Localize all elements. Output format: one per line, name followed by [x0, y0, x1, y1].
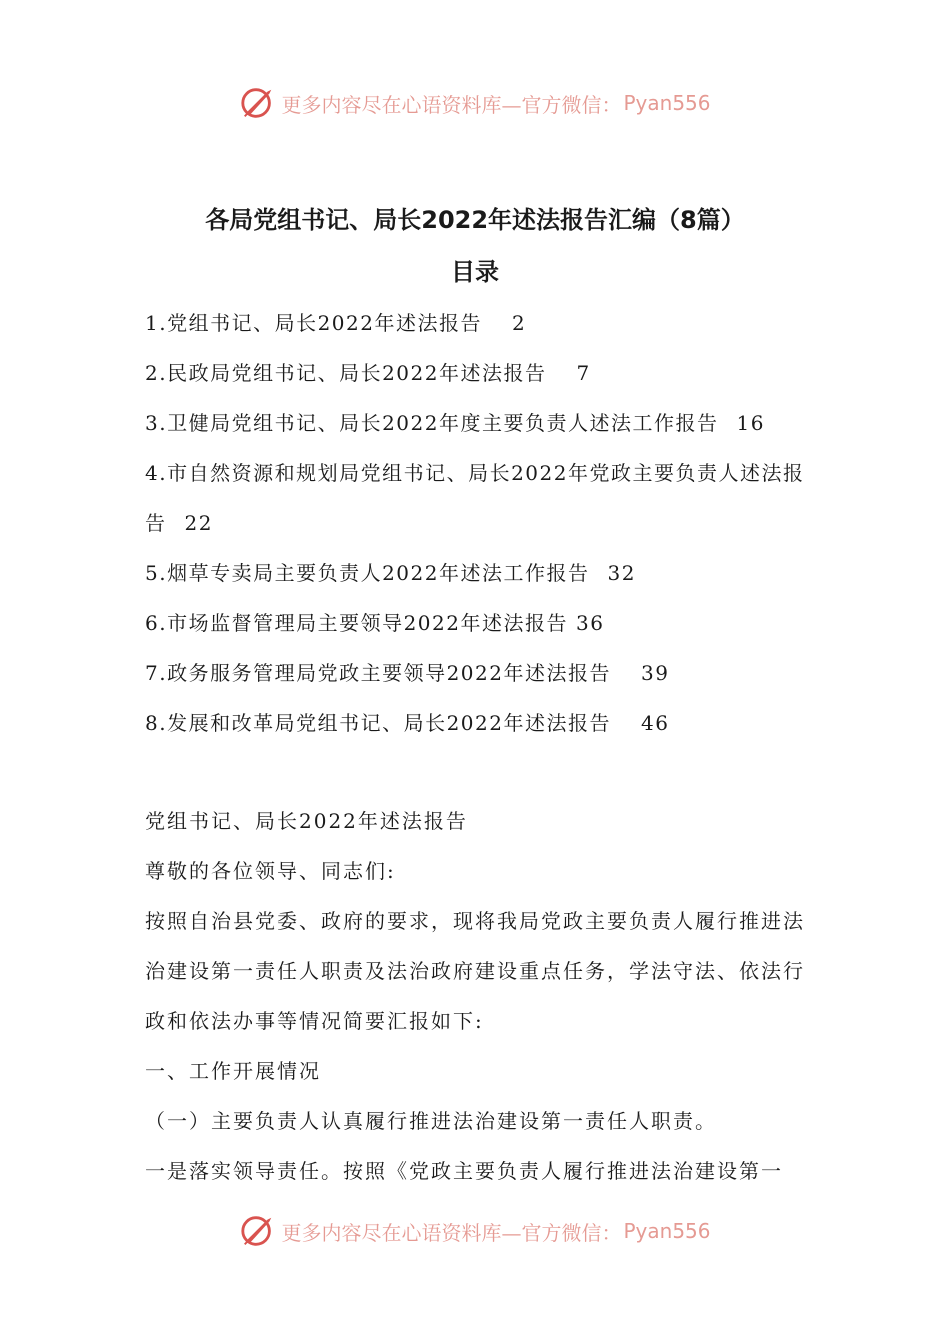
banner-wechat-id: Pyan556	[623, 91, 711, 115]
toc-item[interactable]	[145, 548, 815, 598]
banner-wechat-id: Pyan556	[623, 1219, 711, 1243]
heading-level-2: （一）主要负责人认真履行推进法治建设第一责任人职责。	[145, 1109, 717, 1133]
toc-item[interactable]	[145, 448, 815, 548]
toc-item[interactable]	[145, 298, 815, 348]
body-paragraph: 一是落实领导责任。按照《党政主要负责人履行推进法治建设第一	[145, 1159, 783, 1183]
watermark-banner-top	[0, 83, 950, 123]
toc-item-text: 4.市自然资源和规划局党组书记、局长2022年党政主要负责人述法报告	[145, 461, 805, 535]
toc-item-text: 3.卫健局党组书记、局长2022年度主要负责人述法工作报告	[145, 411, 719, 435]
toc-item-page: 2	[511, 311, 527, 335]
toc-item-text: 7.政务服务管理局党政主要领导2022年述法报告	[145, 661, 611, 685]
document-title: 各局党组书记、局长2022年述法报告汇编（8篇）	[205, 206, 745, 234]
report-body	[145, 796, 809, 1196]
toc-item[interactable]	[145, 698, 815, 748]
toc-item-page: 36	[575, 611, 605, 635]
toc-item-page: 7	[576, 361, 591, 385]
toc-item-page: 39	[640, 661, 670, 685]
banner-text: 更多内容尽在心语资料库—官方微信：	[281, 92, 622, 117]
quill-logo-icon	[239, 1212, 277, 1250]
salutation: 尊敬的各位领导、同志们:	[145, 859, 396, 883]
section-title: 党组书记、局长2022年述法报告	[145, 809, 468, 833]
toc-item-page: 22	[184, 511, 213, 535]
toc-item-text: 8.发展和改革局党组书记、局长2022年述法报告	[145, 711, 611, 735]
quill-logo-icon	[239, 84, 277, 122]
toc-item-text: 2.民政局党组书记、局长2022年述法报告	[145, 361, 547, 385]
watermark-banner-bottom	[0, 1211, 950, 1251]
toc-item-page: 16	[736, 411, 765, 435]
toc-item[interactable]	[145, 648, 815, 698]
toc-item[interactable]	[145, 598, 815, 648]
toc-item-text: 1.党组书记、局长2022年述法报告	[145, 311, 482, 335]
toc-item[interactable]	[145, 348, 815, 398]
toc-item-text: 6.市场监督管理局主要领导2022年述法报告	[145, 611, 568, 635]
heading-level-1: 一、工作开展情况	[145, 1059, 321, 1083]
toc-item-page: 32	[607, 561, 636, 585]
toc-item[interactable]	[145, 398, 815, 448]
banner-text: 更多内容尽在心语资料库—官方微信：	[281, 1220, 622, 1245]
intro-paragraph: 按照自治县党委、政府的要求，现将我局党政主要负责人履行推进法治建设第一责任人职责及法治政府建设重点任务，学法守法、依法行政和依法办事等情况简要汇报如下:	[145, 909, 805, 1033]
table-of-contents	[145, 298, 815, 748]
toc-item-page: 46	[640, 711, 670, 735]
toc-heading: 目录	[451, 258, 499, 286]
toc-item-text: 5.烟草专卖局主要负责人2022年述法工作报告	[145, 561, 590, 585]
